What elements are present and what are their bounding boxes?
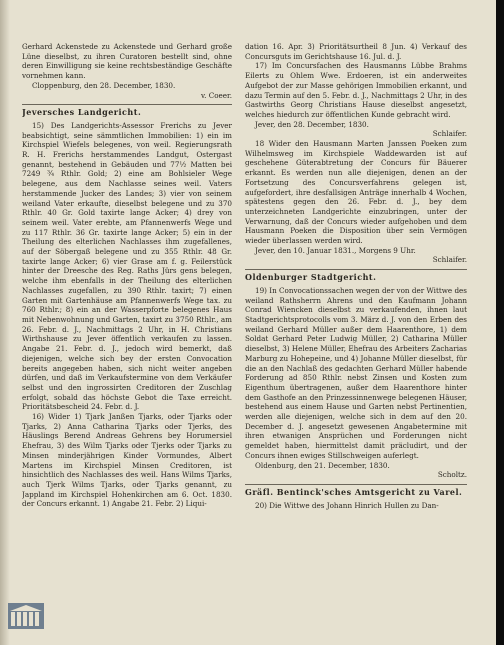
library-logo-icon (8, 603, 44, 629)
notice-20: 20) Die Wittwe des Johann Hinrich Hullen zu Dan- (255, 500, 439, 510)
notice-19-signature: Scholtz. (437, 470, 467, 480)
section-divider (245, 484, 467, 485)
section-heading-varel: Gräfl. Bentinck'sches Amtsgericht zu Varel. (245, 486, 463, 497)
left-column (22, 42, 232, 572)
section-divider (245, 269, 467, 270)
notice-18-signature: Schlaifer. (432, 255, 467, 265)
notice-19-place-date: Oldenburg, den 21. December, 1830. (255, 460, 390, 470)
notice-19: 19) In Convocationssachen wegen der von der Wittwe des weiland Rathsherrn Ahrens und den Kaufmann Johann Conrad Wiencken dieselbst zu verkaufenden, ihnen laut Stadtgerichtsprotocolls vom 3. März d. J. von den Erben des weiland Gerhard Müller außer dem Haarenthore, 1) dem Soldat Gerhard Peter Ludwig Müller, 2) Catharina Müller dieselbst, 3) Helene Müller, Ehefrau des Arbeiters Zacharias Marburg zu Hohepeine, und 4) Johanne Müller dieselbst, für die an den Nachlaß des gedachten Gerhard Müller habende Forderung ad 850 Rthlr. nebst Zinsen und Kosten zum Eigenthum übertragenen, außer dem Haarenthore hinter dem Gasthofe an den Prinzessinnenwege belegenen Häuser, bestehend aus einem Hause und Garten nebst Pertinentien, werden alle diejenigen, welche sich in dem auf den 20. December d. J. angesetzt gewesenen Angabetermine mit ihren etwanigen Ansprüchen und Forderungen nicht gemeldet haben, hiermittelst damit präcludirt, und der Concurs ihnen ewiges Stillschweigen auferlegt. (245, 285, 467, 460)
section-divider (22, 104, 232, 105)
page-edge (496, 0, 504, 645)
notice-17-place-date: Jever, den 28. December, 1830. (255, 119, 369, 129)
notice-16: 16) Wider 1) Tjark Janßen Tjarks, oder Tjarks oder Tjarks, 2) Anna Catharina Tjarks oder Tjerks, des Häuslings Berend Andreas Gehrens bey Horumersiel Ehefrau, 3) des Wilm Tjarks oder Tjerks oder Tjarks zu Minsen minderjährigen Kinder Vormundes, Albert Martens im Kirchspiel Minsen Creditoren, ist hinsichtlich des Nachlasses des weil. Hans Wilms Tjarks, auch Tjerk Wilms Tjarks, oder Tjarks genannt, zu Jappland im Kirchspiel Hohenkirchen am 6. Oct. 1830. der Concurs erkannt. 1) Angabe 21. Febr. 2) Liqui- (22, 412, 232, 509)
notice-18: 18 Wider den Hausmann Marten Janssen Poeken zum Wilhelmsweg im Kirchspiele Waddewarden ist auf geschehene Güterabtretung der Concurs für Bäuerer erkannt. Es werden nun alle diejenigen, denen an der Fortsetzung des Concursverfahrens gelegen ist, aufgefordert, ihre desfallsigen Anträge innerhalb 4 Wochen, spätestens gegen den 26. Febr. d. J., bey dem unterzeichneten Landgerichte einzubringen, unter der Verwarnung, daß der Concurs wieder aufgehoben und dem Hausmann Poeken die Disposition über sein Vermögen wieder überlassen werden wird. (245, 139, 467, 246)
notice-17-signature: Schlaifer. (432, 129, 467, 139)
page-spine-shadow (0, 0, 10, 645)
notice-16-continued: dation 16. Apr. 3) Prioritätsurtheil 8 Jun. 4) Verkauf des Concursguts im Gerichtshause 16. Jul. d. J. (245, 42, 467, 61)
notice-18-place-date: Jever, den 10. Januar 1831., Morgens 9 Uhr. (255, 245, 416, 255)
notice-signature: v. Coeer. (200, 90, 232, 100)
notice-15: 15) Des Landgerichts-Assessor Frerichs zu Jever beabsichtigt, seine sämmtlichen Immobilien: 1) ein im Kirchspiel Wiefels belegenes, von weil. Regierungsrath R. H. Frerichs herstammendes Landgut, Ostergast genannt, bestehend in Gebäuden und 77½ Matten bei 7249 ¾ Rthlr. Gold; 2) eine am Bohlsieler Wege belegene, aus dem Nachlasse seines weil. Vaters herstammende Jucker des Landes; 3) vier von seinem weiland Vater erkaufte, dieselbst belegene und zu 370 Rthlr. 40 Gr. Gold taxirte lange Acker; 4) drey von seinem weil. Vater erebte, am Pfannenwerfs Wege und zu 117 Rthlr. 36 Gr. taxirte lange Acker; 5) ein in der Theilung des elterlichen Nachlasses ihm zugefallenes, auf der Söbergaß belegene und zu 355 Rthlr. 48 Gr. taxirte lange Acker; 6) vier Grase am f. g. Feilerstück hinter der Dreesche des Reg. Raths Jürs gens belegen, welche ihm ebenfalls in der Theilung des elterlichen Nachlasses zugefallen, zu 390 Rthlr. taxirt; 7) einen Garten mit Gartenhäuse am Pfannenwerfs Wege tax. zu 760 Rthlr.; 8) ein an der Wasserpforte belegenes Haus mit Nebenwohnung und Garten, taxirt zu 3750 Rthlr., am 26. Febr. d. J., Nachmittags 2 Uhr, in H. Christians Wirthshause zu Jever öffentlich verkaufen zu lassen. Angabe 21. Febr. d. J., jedoch wird bemerkt, daß diejenigen, welche sich bey der ersten Convocation bereits angegeben haben, sich nicht weiter angeben dürfen, und daß im Verkaufstermine von dem Verkäufer selbst und den ingrossirten Creditoren der Zuschlag erfolgt, sobald das höchste Gebot die Taxe erreicht. Prioritätsbescheid 24. Febr. d. J. (22, 120, 232, 412)
notice-17: 17) Im Concursfachen des Hausmanns Lübbe Brahms Eilerts zu Ohlem Wwe. Erdoeren, ist ein anderweites Aufgebot der zur Masse gehörigen Immobilien erkannt, und dazu Termin auf den 5. Febr. d. J., Nachmittags 2 Uhr, in des Gastwirths Georg Christians Hause dieselbst angesetzt, welches hiedurch zur öffentlichen Kunde gebracht wird. (245, 61, 467, 119)
right-column (245, 42, 467, 627)
notice-place-date: Cloppenburg, den 28. December, 1830. (32, 80, 176, 90)
section-heading-jever: Jeversches Landgericht. (22, 107, 142, 118)
section-heading-oldenburg: Oldenburger Stadtgericht. (245, 272, 377, 283)
footer (8, 603, 488, 631)
notice-curators: Gerhard Ackenstede zu Ackenstede und Gerhard große Lüne dieselbst, zu ihren Curatoren bestellt sind, ohne deren Einwilligung sie keine rechtsbeständige Geschäfte vornehmen kann. (22, 42, 232, 81)
